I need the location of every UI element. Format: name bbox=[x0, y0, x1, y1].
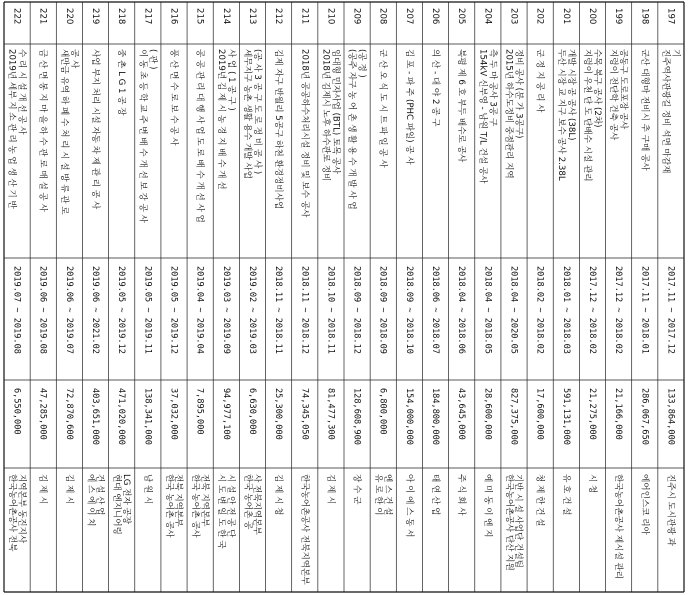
cell-number: 207 bbox=[403, 8, 414, 25]
cell-period: 2017.11 ~ 2017.12 bbox=[665, 266, 676, 354]
cell-client: LG 전자 공장 bbox=[120, 474, 131, 525]
cell-project-name: 중 촌 L G 1 공 장 bbox=[116, 49, 127, 116]
cell-client: 한국 농어촌 공 bbox=[242, 474, 253, 530]
cell-number: 202 bbox=[534, 8, 545, 25]
cell-amount: 6,630,000 bbox=[247, 388, 257, 435]
cell-client: 태 연 산 업 bbox=[430, 474, 440, 516]
cell-period: 2018.11 ~ 2018.11 bbox=[273, 266, 284, 354]
cell-client: 유 로 한 이 bbox=[373, 474, 383, 516]
cell-client: 한국 농어촌 공사 bbox=[189, 474, 200, 538]
cell-period: 2019.05 ~ 2019.12 bbox=[116, 266, 127, 354]
cell-period: 2019.06 ~ 2021.02 bbox=[90, 266, 100, 354]
cell-project-name: 지렁이 전단학 건축 공사 bbox=[608, 49, 619, 141]
cell-project-name: 김제 자구 반월리 5공구 하천 환경정비사업 bbox=[273, 49, 284, 210]
cell-period: 2019.05 ~ 2019.11 bbox=[142, 266, 153, 354]
cell-number: 211 bbox=[299, 8, 310, 25]
cell-client: 유 호 건 설 bbox=[560, 474, 571, 516]
cell-project-name: 2018년 김제시 노후 하수관로 정비 bbox=[320, 49, 331, 182]
cell-amount: 28,600,000 bbox=[482, 388, 493, 440]
cell-amount: 128,608,900 bbox=[351, 388, 362, 445]
cell-number: 206 bbox=[430, 8, 440, 25]
cell-project-name: 임대형 민자사업 (BTL) 토목 공사 bbox=[330, 49, 341, 174]
cell-period: 2017.12 ~ 2018.02 bbox=[587, 266, 597, 354]
cell-period: 2018.06 ~ 2018.07 bbox=[430, 266, 440, 354]
cell-project-name: 측 두 마 공사 3공 구 bbox=[487, 49, 498, 127]
cell-project-name: 수 리 시 설 개 선 공 사 bbox=[16, 49, 27, 135]
cell-amount: 81,477,300 bbox=[325, 388, 336, 440]
cell-project-name: 2018년 공공하수처리시설 정비 및 보수 공사 bbox=[299, 49, 310, 218]
cell-project-name: (공 사 3 공 구 도 로 정 비 공 사 ) bbox=[252, 49, 262, 175]
cell-number: 218 bbox=[116, 8, 127, 25]
cell-client: 김 제 시 bbox=[325, 474, 336, 505]
cell-period: 2017.11 ~ 2018.01 bbox=[639, 266, 650, 354]
cell-project-name: 의 산 - 대 야 2 공 구 bbox=[430, 49, 440, 127]
cell-period: 2018.09 ~ 2018.09 bbox=[377, 266, 388, 354]
cell-number: 201 bbox=[560, 8, 571, 25]
cell-project-name: 군산 대형마 전비시 추 구매 공사 bbox=[639, 49, 650, 171]
cell-project-name: 2015년 하수도정비 중점관리 지역 bbox=[503, 49, 514, 179]
cell-amount: 154,000,000 bbox=[403, 388, 414, 445]
cell-amount: 37,032,000 bbox=[168, 388, 179, 440]
cell-amount: 72,870,600 bbox=[63, 388, 74, 440]
cell-number: 209 bbox=[351, 8, 362, 25]
cell-period: 2019.07 ~ 2019.08 bbox=[11, 266, 22, 354]
cell-number: 208 bbox=[377, 8, 388, 25]
cell-project-name: 세무지구 농촌 생활 용수 개발 사업 bbox=[241, 49, 252, 179]
cell-period: 2018.10 ~ 2018.11 bbox=[325, 266, 336, 354]
cell-project-name: 진주역사관광길 정비 석면 마감재 bbox=[660, 49, 671, 174]
cell-client: 지역본부 동진지사 bbox=[16, 474, 27, 544]
cell-period: 2018.04 ~ 2018.06 bbox=[456, 266, 467, 354]
cell-number: 205 bbox=[456, 8, 467, 25]
cell-amount: 6,800,000 bbox=[377, 388, 388, 435]
cell-client: 김 제 시 bbox=[63, 474, 74, 505]
cell-number: 215 bbox=[194, 8, 205, 25]
cell-project-name: 군 산 오 식 도 시 트 파 일 공 사 bbox=[377, 49, 388, 168]
cell-amount: 25,300,000 bbox=[273, 388, 284, 440]
cell-client: 예 미 동 이 엔 지 bbox=[482, 474, 493, 538]
cell-client: 시 청 bbox=[587, 474, 597, 494]
cell-number: 204 bbox=[482, 8, 493, 25]
cell-number: 221 bbox=[37, 8, 48, 25]
cell-client: 주 식 회 사 bbox=[456, 474, 467, 516]
cell-amount: 94,977,100 bbox=[220, 388, 231, 440]
cell-amount: 6,550,000 bbox=[11, 388, 22, 435]
cell-period: 2018.09 ~ 2018.12 bbox=[351, 266, 362, 354]
cell-client: 남 원 시 bbox=[142, 474, 153, 505]
cell-period: 2019.02 ~ 2019.03 bbox=[247, 266, 257, 354]
cell-period: 2018.04 ~ 2020.05 bbox=[508, 266, 519, 354]
cell-project-name: 새만금 유역 하 폐 수 처 리 시 설 방 류 관 로 bbox=[58, 49, 69, 215]
cell-project-name: 공 사 bbox=[68, 49, 79, 69]
cell-project-name: 사 업 ( 1 공 구 ) bbox=[225, 49, 236, 111]
cell-project-name: 지렁이 우천 단 도 단배수 시설 관리 bbox=[581, 49, 592, 182]
cell-amount: 827,375,000 bbox=[508, 388, 519, 445]
cell-number: 198 bbox=[639, 8, 650, 25]
cell-project-name: 이 동 초 등 학 교 주 변 배 수 개 선 보 강 공 사 bbox=[137, 49, 148, 223]
cell-project-name: 두산 시장 교 지구 보수 공사 2.38L bbox=[555, 49, 566, 181]
cell-amount: 286,067,650 bbox=[639, 388, 650, 445]
cell-period: 2018.04 ~ 2018.05 bbox=[482, 266, 493, 354]
cell-client: 한국 농어촌 공사 bbox=[163, 474, 174, 538]
cell-period: 2018.09 ~ 2018.10 bbox=[403, 266, 414, 354]
cell-amount: 43,645,000 bbox=[456, 388, 467, 440]
cell-project-name: ( 관 ) bbox=[147, 49, 158, 70]
cell-client: 김 제 시 청 bbox=[273, 474, 284, 516]
cell-client: 전북 지역본부 bbox=[173, 474, 184, 527]
cell-client: 에 스 에 이 치 bbox=[85, 474, 96, 527]
cell-client: 한국농어촌공사 단산 지원 bbox=[503, 474, 514, 571]
cell-project-name: (공주 자구 농 어 촌 생 활 용 수 개 발 사 업 bbox=[346, 49, 357, 210]
cell-amount: 591,131,000 bbox=[560, 388, 571, 445]
cell-project-name: 김 포 - 파 주 (PHC 파일) 공 사 bbox=[403, 49, 414, 165]
cell-number: 216 bbox=[168, 8, 179, 25]
cell-project-name: 북평 제 6 호 부두 배수로 공사 bbox=[456, 49, 467, 163]
cell-number: 210 bbox=[325, 8, 336, 25]
cell-amount: 138,341,000 bbox=[142, 388, 153, 445]
cell-number: 199 bbox=[613, 8, 624, 25]
cell-amount: 47,285,000 bbox=[37, 388, 48, 440]
cell-number: 214 bbox=[220, 8, 231, 25]
cell-client: 진주시 도시관광 과 bbox=[665, 474, 676, 546]
cell-client: 건 설 산 업 bbox=[94, 474, 105, 516]
cell-project-name: 기 bbox=[670, 49, 681, 58]
cell-amount: 21,275,000 bbox=[587, 388, 597, 440]
cell-period: 2017.12 ~ 2018.02 bbox=[613, 266, 624, 354]
cell-period: 2018.02 ~ 2018.02 bbox=[534, 266, 545, 354]
cell-number: 219 bbox=[90, 8, 100, 25]
cell-amount: 21,166,000 bbox=[613, 388, 624, 440]
cell-client: 기반 시 설 사업단 건설팀 bbox=[513, 474, 524, 568]
cell-project-name: 154kV 신부영 - 남원 T/L 건설 공사 bbox=[477, 49, 488, 184]
cell-number: 212 bbox=[273, 8, 284, 25]
cell-number: 217 bbox=[142, 8, 153, 25]
cell-client: 에어인스코 리아 bbox=[639, 474, 650, 535]
cell-amount: 403,651,000 bbox=[90, 388, 100, 445]
cell-client: 엔 스 건 설 bbox=[382, 474, 393, 516]
cell-client: 아 이 에 스 동 서 bbox=[403, 474, 414, 538]
cell-project-name: 사업 부지 처리 시설 자동 차 제 관 리 공 사 bbox=[90, 49, 100, 210]
cell-project-name: 2019년 김 제 시 농 경 지 배 수 개 선 bbox=[215, 49, 226, 190]
cell-client: 청 제 한 건 설 bbox=[534, 474, 545, 527]
cell-number: 220 bbox=[63, 8, 74, 25]
cell-client: 사 전북지역본부 bbox=[251, 474, 262, 535]
cell-number: 203 bbox=[508, 8, 519, 25]
cell-project-name: 개발 시장 공 공사 (38L) bbox=[565, 49, 576, 141]
cell-amount: 17,600,000 bbox=[534, 388, 545, 440]
table-cells bbox=[7, 8, 683, 585]
cell-number: 213 bbox=[247, 8, 257, 25]
cell-period: 2019.06 ~ 2019.08 bbox=[37, 266, 48, 354]
cell-project-name: 2019년 세부 지 소 관 리 농 업 생 산 기 반 bbox=[6, 49, 17, 209]
cell-client: 장 수 군 bbox=[351, 474, 362, 505]
cell-period: 2018.01 ~ 2018.03 bbox=[560, 266, 571, 354]
cell-period: 2019.03 ~ 2019.09 bbox=[220, 266, 231, 354]
cell-amount: 74,345,050 bbox=[299, 388, 310, 440]
cell-period: 2019.05 ~ 2019.12 bbox=[168, 266, 179, 354]
cell-project-name: 군 정 지 공 리 사 bbox=[534, 49, 545, 113]
cell-client: 한국농어촌공사 전북 bbox=[6, 474, 17, 552]
cell-number: 200 bbox=[587, 8, 597, 25]
cell-amount: 471,020,000 bbox=[116, 388, 127, 445]
cell-amount: 7,895,000 bbox=[194, 388, 205, 435]
cell-number: 197 bbox=[665, 8, 676, 25]
cell-client: 시 설 안 전 공 단 bbox=[225, 474, 236, 538]
cell-client: 시 도 변 일 도 한 국 bbox=[216, 474, 227, 549]
cell-client: 전북 지역본부 bbox=[199, 474, 210, 527]
cell-period: 2019.06 ~ 2019.07 bbox=[63, 266, 74, 354]
cell-project-name: 금 산 면 봉 지 마 을 하 수 관 로 매 설 공 사 bbox=[37, 49, 48, 212]
cell-period: 2018.11 ~ 2018.12 bbox=[299, 266, 310, 354]
cell-client: 한국농어촌공사 전북지역본부 bbox=[299, 474, 310, 585]
cell-period: 2019.04 ~ 2019.04 bbox=[194, 266, 205, 354]
cell-project-name: 풍 산 면 수 로 보 수 공 사 bbox=[168, 49, 179, 146]
cell-client: 김 제 시 bbox=[37, 474, 48, 505]
cell-project-name: (공 정 ) bbox=[356, 49, 367, 78]
cell-project-name: 수목 복구 공사 (2차) bbox=[592, 49, 602, 128]
cell-client: 한국농어촌공사 제시설 관리 bbox=[613, 474, 624, 580]
cell-amount: 184,800,000 bbox=[430, 388, 440, 445]
cell-number: 222 bbox=[11, 8, 22, 25]
cell-project-name: 정비 공사 (분 가 3공구) bbox=[513, 49, 524, 139]
cell-project-name: 공 공 관 리 대 행 사 업 도 로 배 수 개 선 사 업 bbox=[194, 49, 205, 223]
cell-amount: 133,864,000 bbox=[665, 388, 676, 445]
cell-client: 현대 엔지니어링 bbox=[111, 474, 122, 535]
cell-project-name: 공동구 도로포장 공사 bbox=[618, 49, 629, 130]
